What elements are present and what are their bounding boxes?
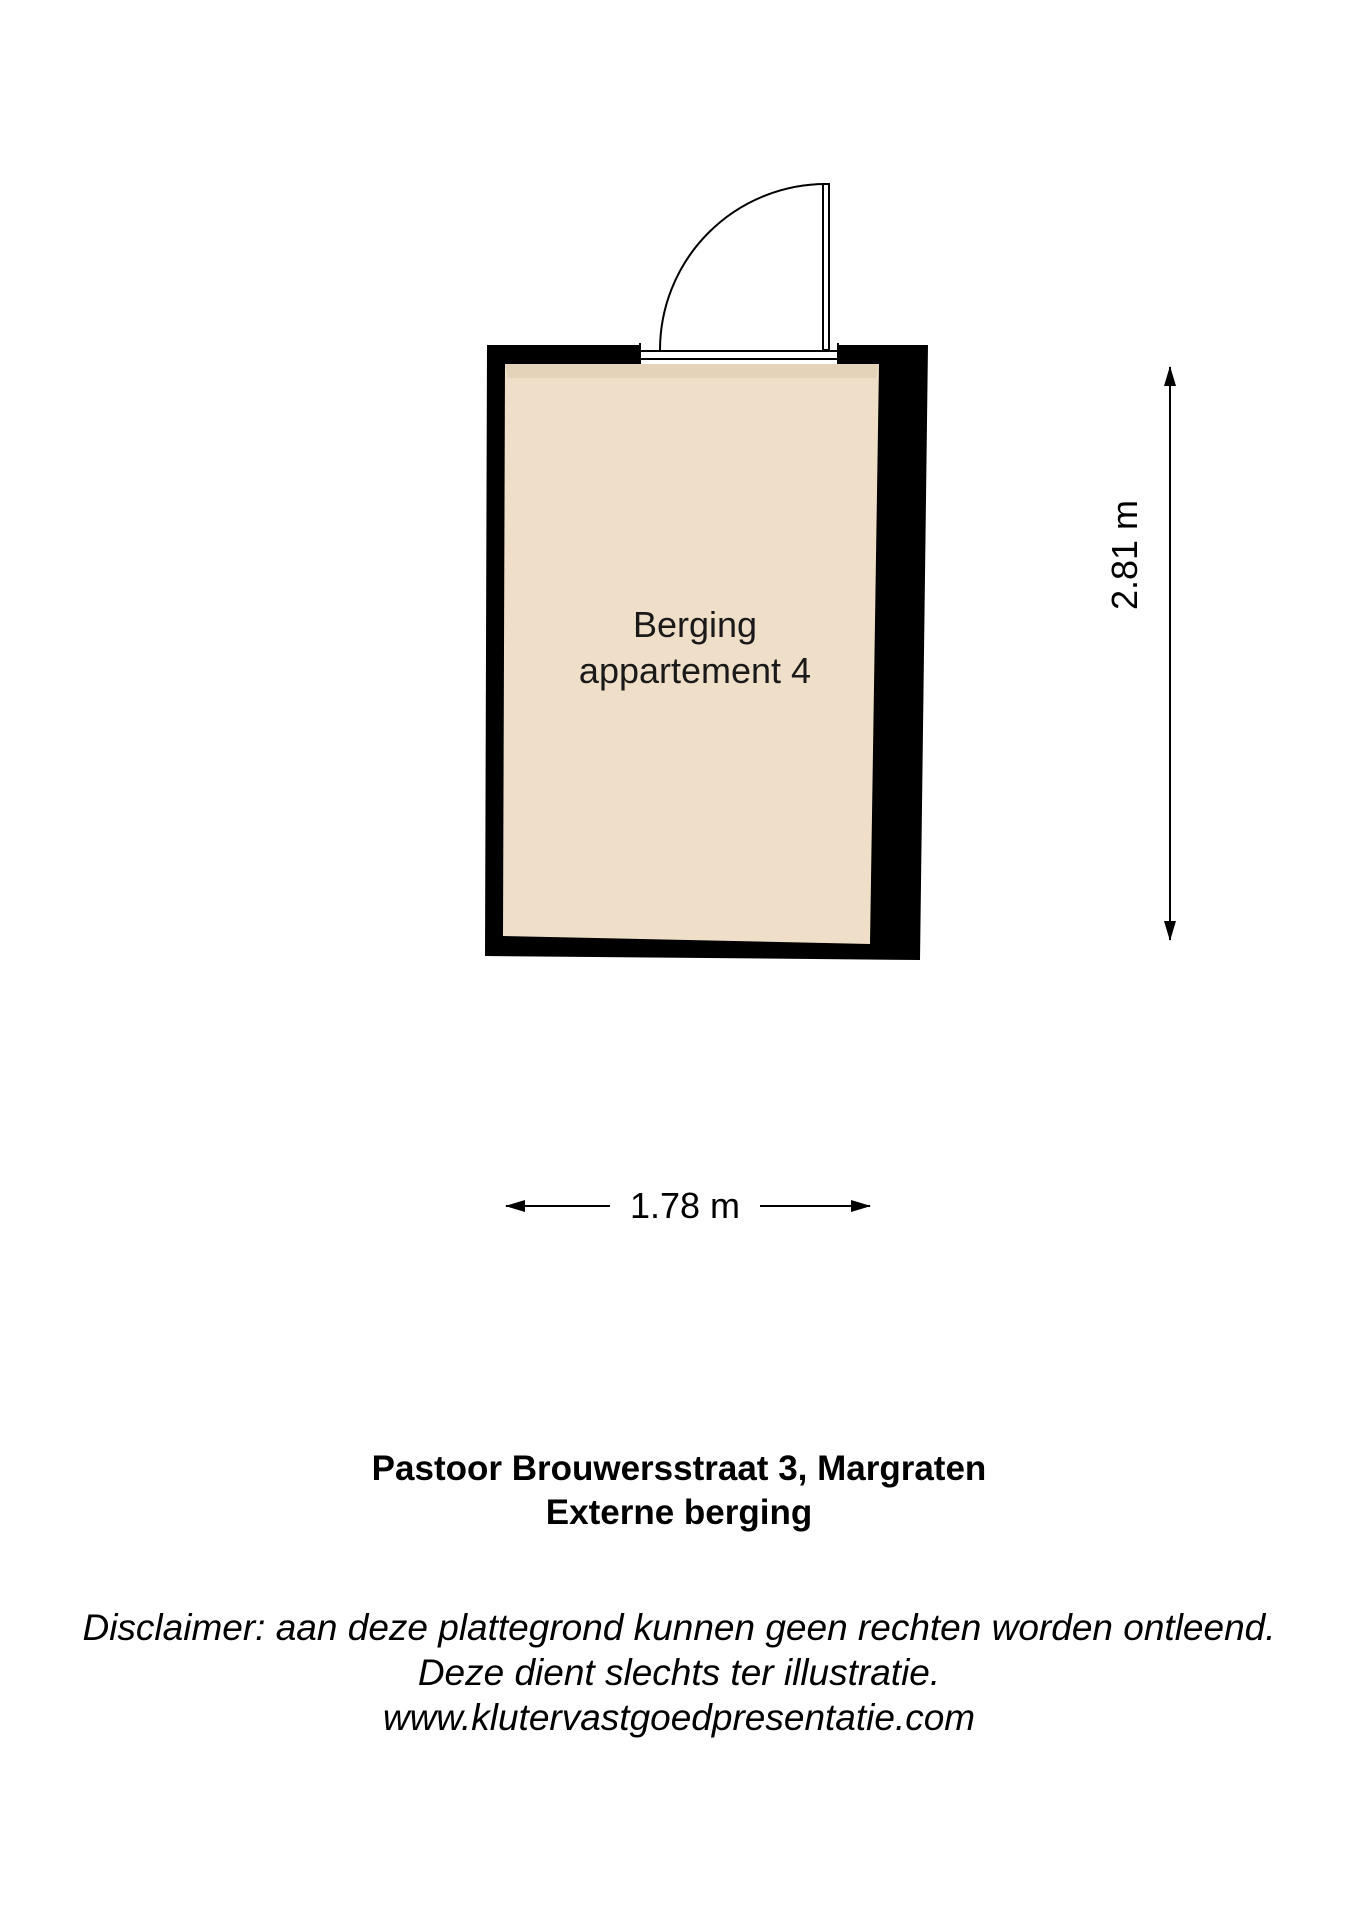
room-name-line2: appartement 4 <box>578 650 812 691</box>
website-link[interactable]: www.klutervastgoedpresentatie.com <box>382 1697 976 1738</box>
title-block <box>0 1447 1358 1535</box>
plan-subtitle: Externe berging <box>545 1493 813 1532</box>
address-title: Pastoor Brouwersstraat 3, Margraten <box>371 1449 987 1488</box>
door-swing-arc <box>660 184 826 350</box>
disclaimer-line1: Disclaimer: aan deze plattegrond kunnen geen rechten worden ontleend. <box>82 1607 1276 1648</box>
door-opening <box>640 343 838 364</box>
room-name-line1: Berging <box>632 604 758 645</box>
disclaimer-line2: Deze dient slechts ter illustratie. <box>417 1652 941 1693</box>
floor-shadow <box>505 364 879 378</box>
height-dimension-label: 2.81 m <box>1103 480 1147 630</box>
disclaimer <box>0 1605 1358 1740</box>
width-dimension-label: 1.78 m <box>610 1184 760 1228</box>
room-label <box>505 602 885 694</box>
door-leaf <box>823 184 829 350</box>
